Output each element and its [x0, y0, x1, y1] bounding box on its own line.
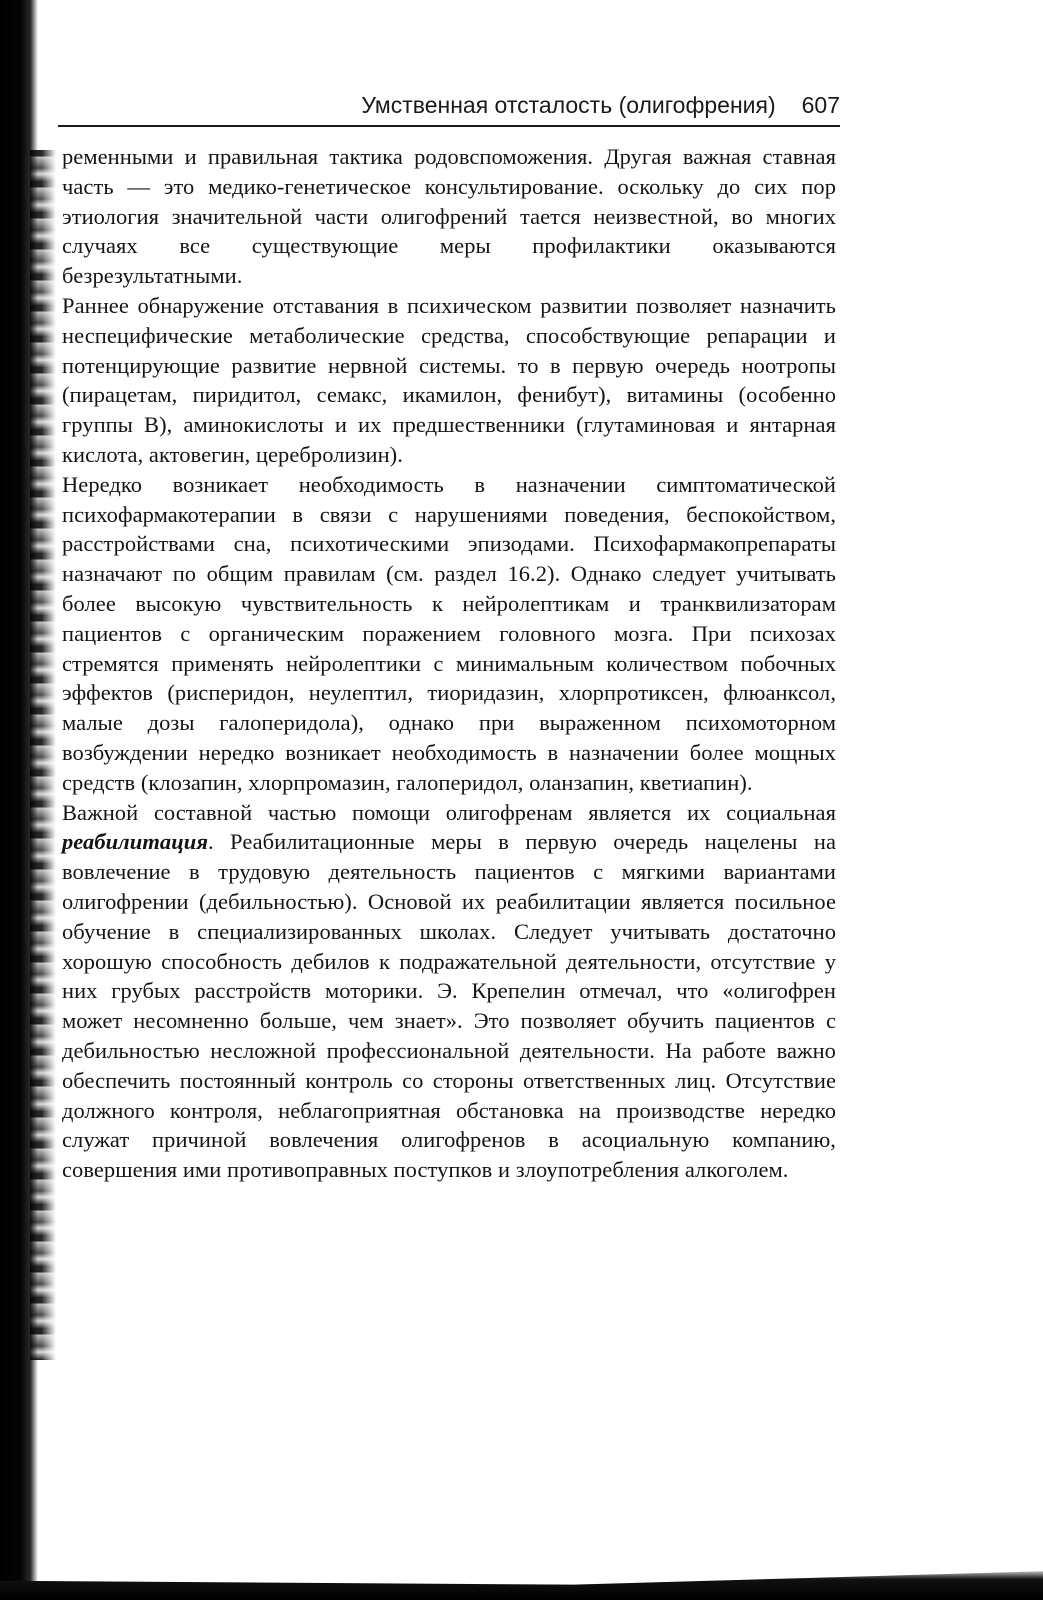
- page-bottom-edge: [0, 1568, 1043, 1600]
- header-rule: [58, 125, 840, 127]
- body-text: [62, 142, 836, 1185]
- chapter-title: Умственная отсталость (олигофрения): [361, 92, 776, 118]
- running-header: [80, 92, 840, 119]
- paragraph-2: Раннее обнаружение отставания в психическом развитии позволяет назначить неспецифические метаболические средства, способствующие репарации и потенцирующие развитие нервной системы. то в первую очередь ноотропы (пирацетам, пиридитол, семакс, икамилон, фенибут), витамины (особенно группы В), аминокислоты и их предшественники (глутаминовая и янтарная кислота, актовегин, церебролизин).: [62, 292, 836, 467]
- emphasized-term: реабилитация: [62, 829, 208, 855]
- paragraph-4-start: Важной составной частью помощи олигофренам является их социальная: [62, 799, 836, 825]
- scan-edge-artifact: [30, 150, 56, 1360]
- page-number: 607: [801, 92, 840, 118]
- paragraph-4: [62, 798, 836, 1185]
- paragraph-1: ременными и правильная тактика родовспоможения. Другая важная ставная часть — это медико-генетическое консультирование. оскольку до сих пор этиология значительной части олигофрений тается неизвестной, во многих случаях все существующие меры профилактики оказываются безрезультатными.: [62, 144, 836, 289]
- paragraph-4-end: . Реабилитационные меры в первую очередь нацелены на вовлечение в трудовую деятельность пациентов с мягкими вариантами олигофрении (дебильностью). Основой их реабилитации является посильное обучение в специализированных школах. Следует учитывать достаточно хорошую способность дебилов к подражательной деятельности, отсутствие у них грубых расстройств моторики. Э. Крепелин отмечал, что «олигофрен может несомненно больше, чем знает». Это позволяет обучить пациентов с дебильностью несложной профессиональной деятельности. На работе важно обеспечить постоянный контроль со стороны ответственных лиц. Отсутствие должного контроля, неблагоприятная обстановка на производстве нередко служат причиной вовлечения олигофренов в асоциальную компанию, совершения ими противоправных поступков и злоупотребления алкоголем.: [62, 829, 836, 1183]
- paragraph-3: Нередко возникает необходимость в назначении симптоматической психофармакотерапии в связи с нарушениями поведения, беспокойством, расстройствами сна, психотическими эпизодами. Психофармакопрепараты назначают по общим правилам (см. раздел 16.2). Однако следует учитывать более высокую чувствительность к нейролептикам и транквилизаторам пациентов с органическим поражением головного мозга. При психозах стремятся применять нейролептики с минимальным количеством побочных эффектов (рисперидон, неулептил, тиоридазин, хлорпротиксен, флюанксол, малые дозы галоперидола), однако при выраженном психомоторном возбуждении нередко возникает необходимость в назначении более мощных средств (клозапин, хлорпромазин, галоперидол, оланзапин, кветиапин).: [62, 471, 836, 795]
